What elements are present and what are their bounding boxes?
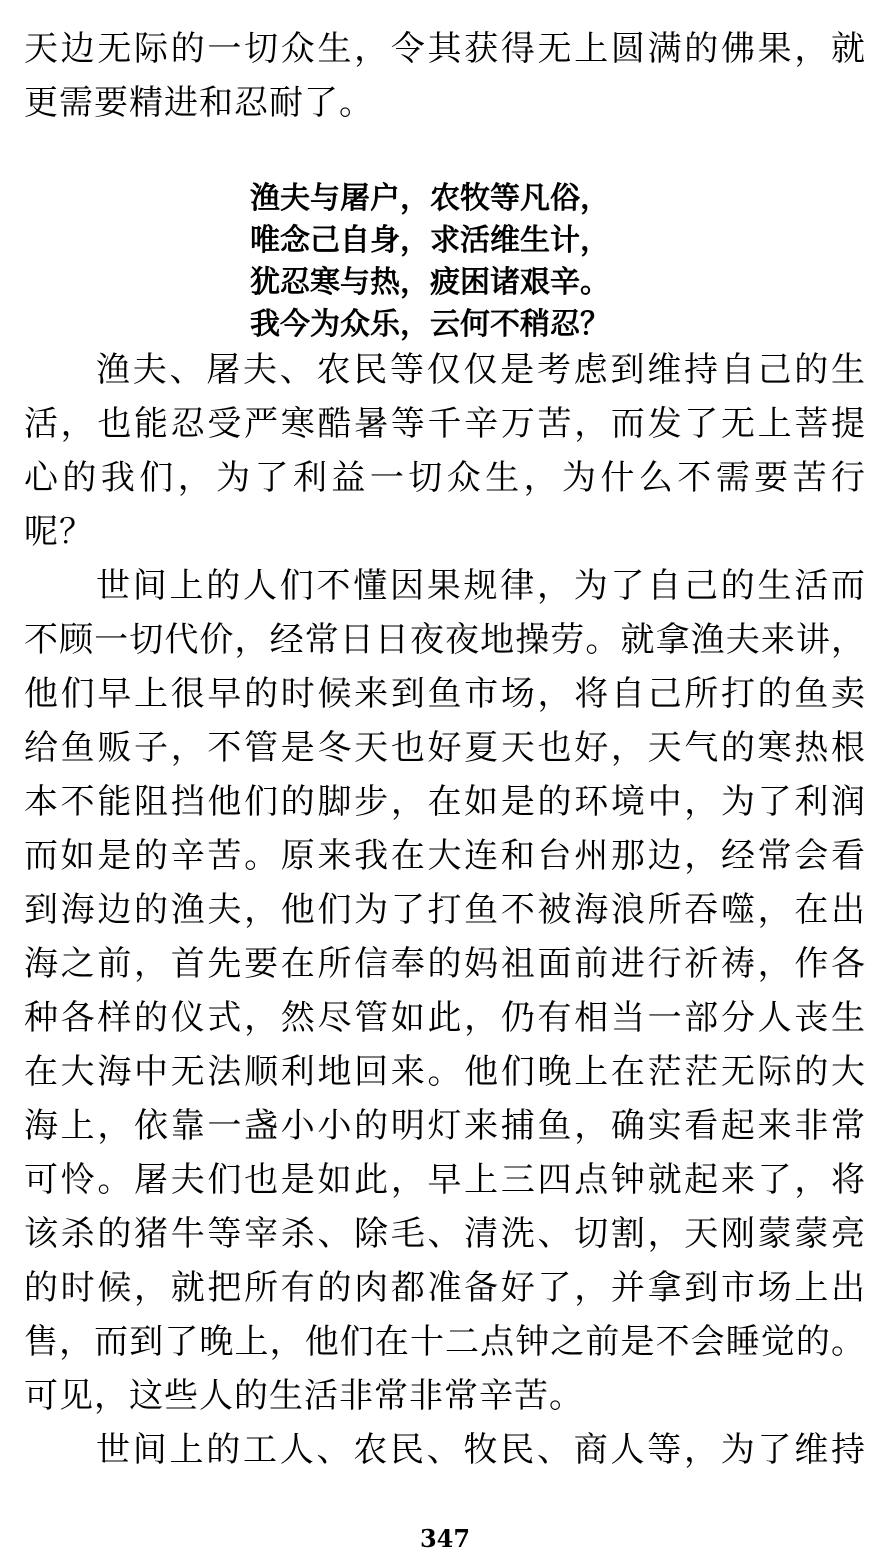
paragraph-1 (24, 343, 866, 559)
text-line: 可见，这些人的生活非常非常辛苦。 (24, 1376, 584, 1416)
text-line: 更需要精进和忍耐了。 (24, 83, 374, 123)
text-line: 活，也能忍受严寒酷暑等千辛万苦，而发了无上菩提 (24, 404, 866, 444)
text-line: 他们早上很早的时候来到鱼市场，将自己所打的鱼卖 (24, 674, 866, 714)
verse-line: 我今为众乐，云何不稍忍？ (250, 307, 610, 342)
text-line: 渔夫、屠夫、农民等仅仅是考虑到维持自己的生 (96, 350, 866, 390)
intro-paragraph (24, 22, 866, 130)
text-line: 而如是的辛苦。原来我在大连和台州那边，经常会看 (24, 836, 866, 876)
text-line: 海之前，首先要在所信奉的妈祖面前进行祈祷，作各 (24, 944, 866, 984)
text-line: 心的我们，为了利益一切众生，为什么不需要苦行 (24, 458, 866, 498)
paragraph-2 (24, 559, 866, 1423)
text-line: 海上，依靠一盏小小的明灯来捕鱼，确实看起来非常 (24, 1106, 866, 1146)
paragraph-3 (24, 1423, 866, 1477)
text-line: 可怜。屠夫们也是如此，早上三四点钟就起来了，将 (24, 1160, 866, 1200)
text-line: 本不能阻挡他们的脚步，在如是的环境中，为了利润 (24, 782, 866, 822)
text-line: 天边无际的一切众生，令其获得无上圆满的佛果，就 (24, 29, 866, 69)
text-line: 售，而到了晚上，他们在十二点钟之前是不会睡觉的。 (24, 1322, 866, 1362)
text-line: 该杀的猪牛等宰杀、除毛、清洗、切割，天刚蒙蒙亮 (24, 1214, 866, 1254)
verse-line: 渔夫与屠户，农牧等凡俗， (250, 181, 610, 216)
verse-line: 唯念己自身，求活维生计， (250, 223, 610, 258)
text-line: 的时候，就把所有的肉都准备好了，并拿到市场上出 (24, 1268, 866, 1308)
text-line: 到海边的渔夫，他们为了打鱼不被海浪所吞噬，在出 (24, 890, 866, 930)
text-line: 种各样的仪式，然尽管如此，仍有相当一部分人丧生 (24, 998, 866, 1038)
text-line: 世间上的工人、农民、牧民、商人等，为了维持 (96, 1430, 866, 1470)
verse-block (250, 178, 610, 346)
text-line: 给鱼贩子，不管是冬天也好夏天也好，天气的寒热根 (24, 728, 866, 768)
page-number: 347 (419, 1524, 471, 1553)
text-line: 世间上的人们不懂因果规律，为了自己的生活而 (96, 566, 866, 606)
verse-line: 犹忍寒与热，疲困诸艰辛。 (250, 265, 610, 300)
text-line: 不顾一切代价，经常日日夜夜地操劳。就拿渔夫来讲， (24, 620, 866, 660)
text-line: 在大海中无法顺利地回来。他们晚上在茫茫无际的大 (24, 1052, 866, 1092)
text-line: 呢？ (24, 512, 94, 552)
